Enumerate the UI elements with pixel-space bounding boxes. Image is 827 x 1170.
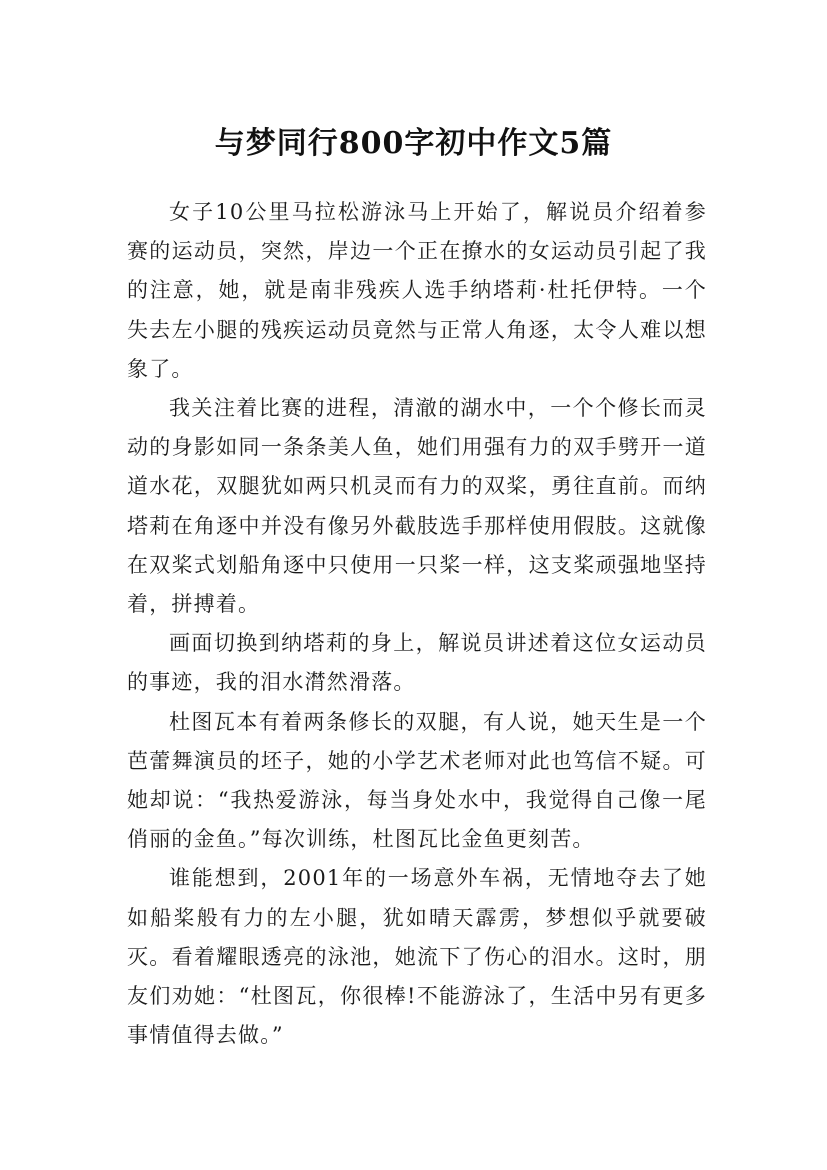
paragraph: 我关注着比赛的进程，清澈的湖水中，一个个修长而灵动的身影如同一条条美人鱼，她们用强有力的双手劈开一道道水花，双腿犹如两只机灵而有力的双桨，勇往直前。而纳塔莉在角逐中并没有像另外截肢选手那样使用假肢。这就像在双桨式划船角逐中只使用一只桨一样，这支桨顽强地坚持着，拼搏着。	[127, 396, 707, 617]
paragraph: 谁能想到，2001年的一场意外车祸，无情地夺去了她如船桨般有力的左小腿，犹如晴天霹雳，梦想似乎就要破灭。看着耀眼透亮的泳池，她流下了伤心的泪水。这时，朋友们劝她：“杜图瓦，你很棒!不能游泳了，生活中另有更多事情值得去做。”	[127, 866, 707, 1048]
paragraph: 女子10公里马拉松游泳马上开始了，解说员介绍着参赛的运动员，突然，岸边一个正在撩水的女运动员引起了我的注意，她，就是南非残疾人选手纳塔莉·杜托伊特。一个失去左小腿的残疾运动员竟然与正常人角逐，太令人难以想象了。	[127, 200, 707, 381]
document-title: 与梦同行800字初中作文5篇	[214, 126, 613, 162]
paragraph: 杜图瓦本有着两条修长的双腿，有人说，她天生是一个芭蕾舞演员的坯子，她的小学艺术老师对此也笃信不疑。可她却说：“我热爱游泳，每当身处水中，我觉得自己像一尾俏丽的金鱼。”每次训练，杜图瓦比金鱼更刻苦。	[127, 709, 707, 852]
document-body	[127, 193, 707, 1055]
paragraph: 画面切换到纳塔莉的身上，解说员讲述着这位女运动员的事迹，我的泪水潸然滑落。	[127, 631, 707, 695]
